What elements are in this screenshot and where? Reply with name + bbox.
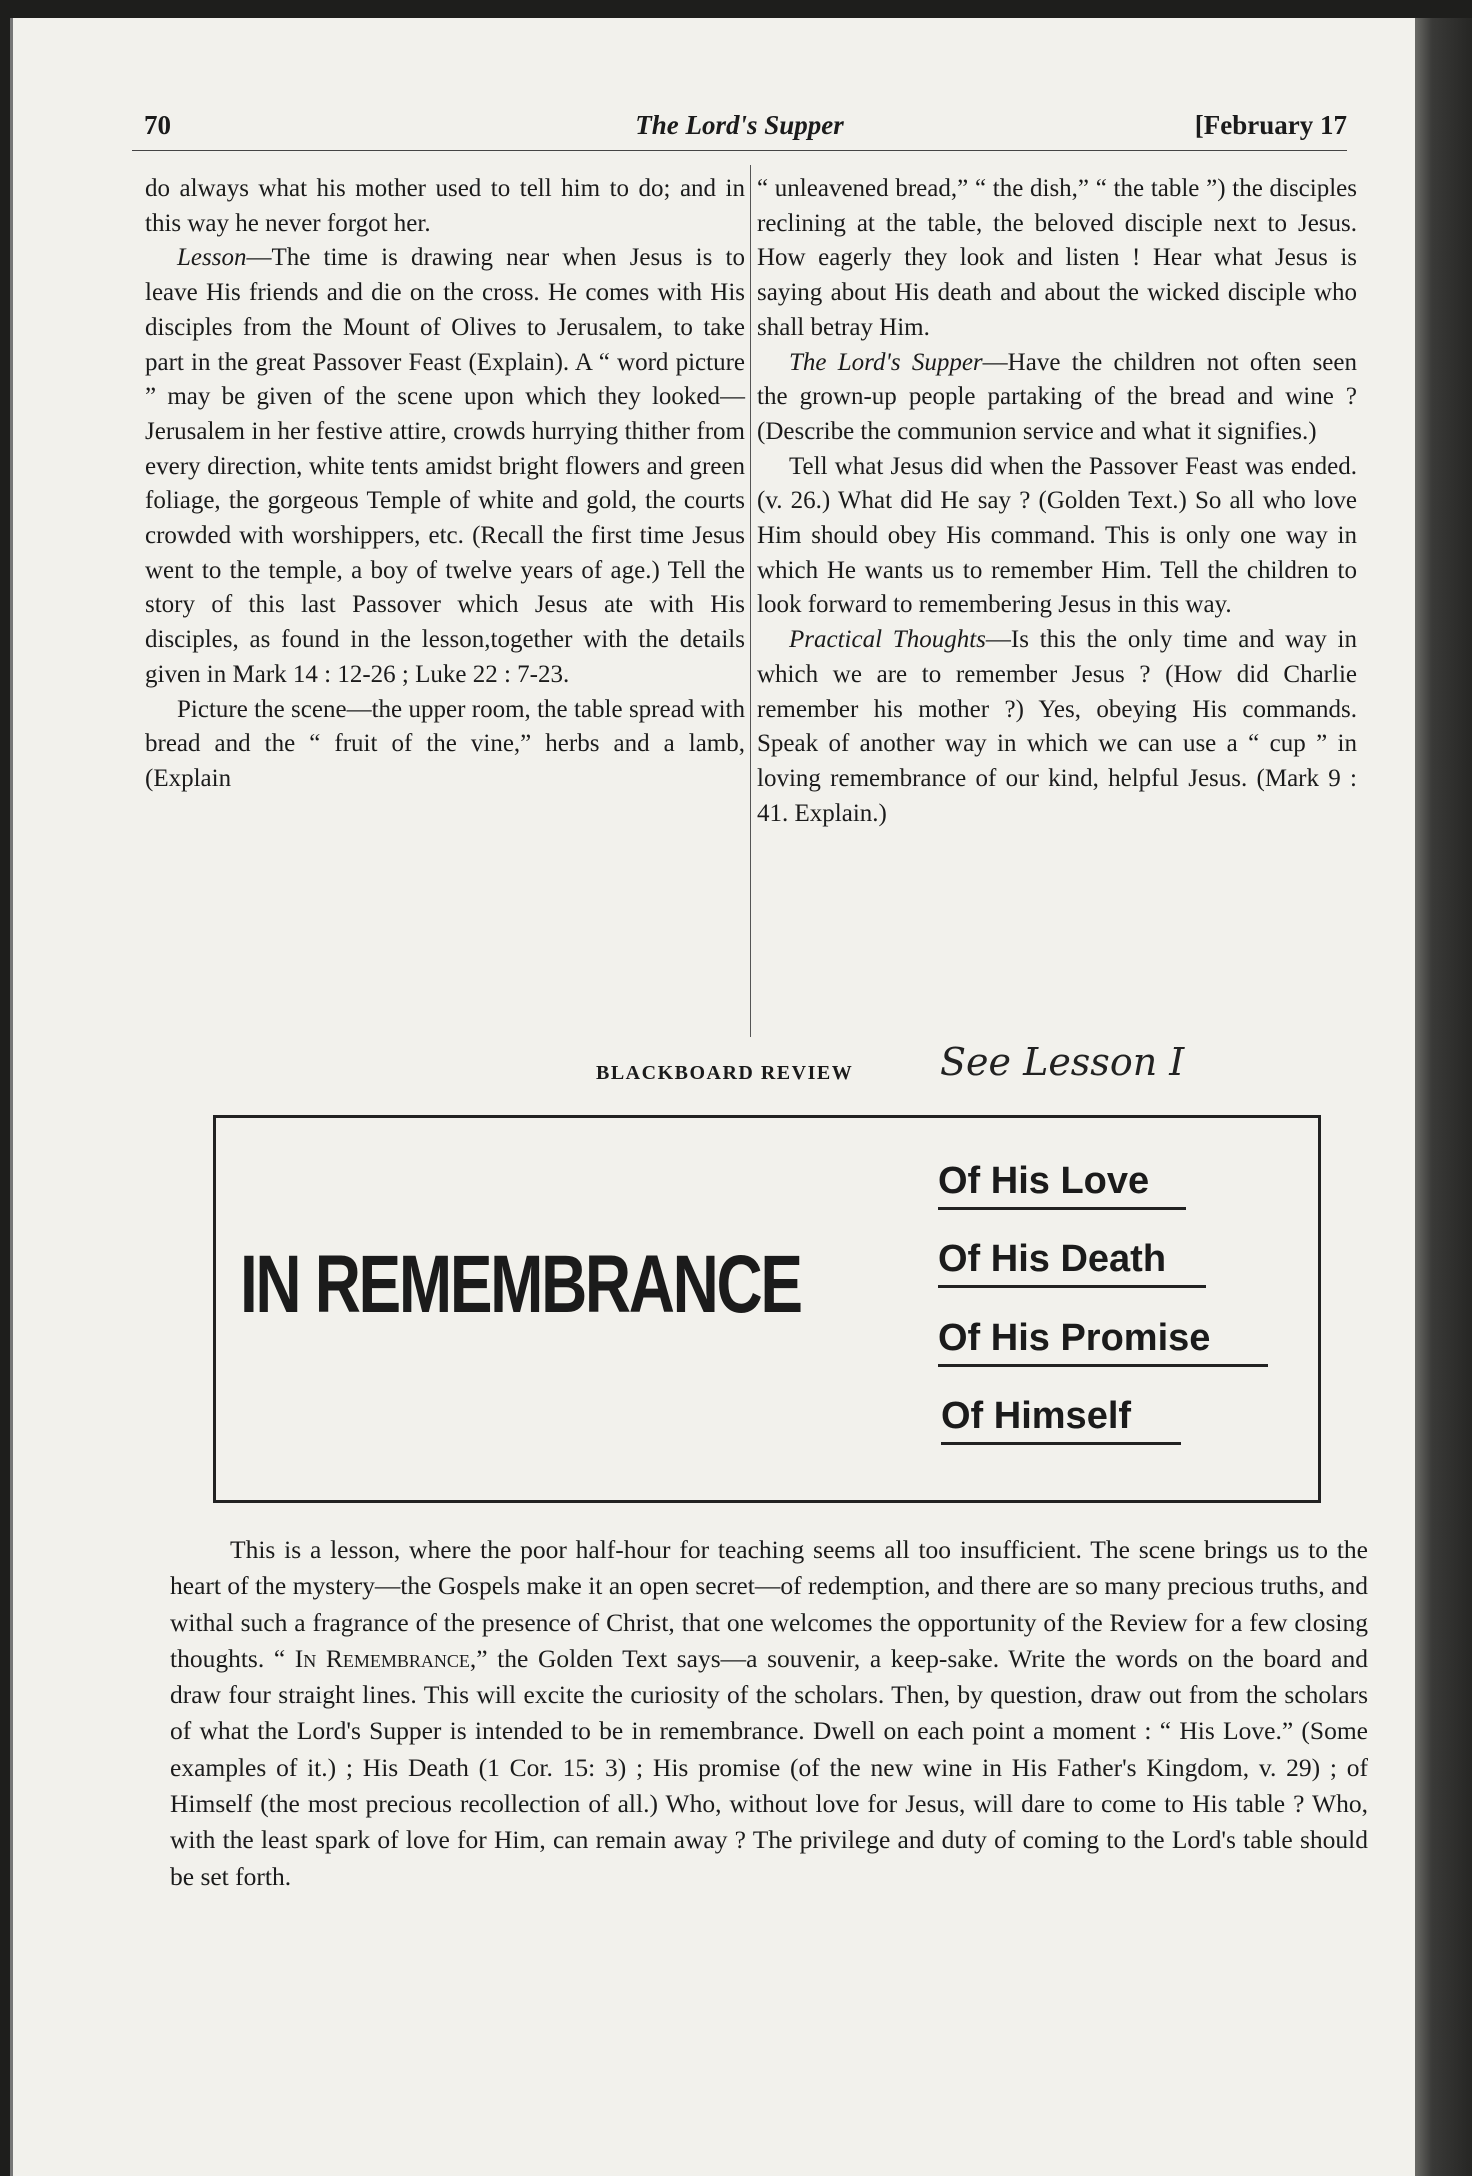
right-column (757, 172, 1357, 831)
lords-supper-text: —Have the children not often seen the grown-up people partaking of the bread and wine ? (Describe the communion service and what it signifies.) (757, 348, 1357, 445)
lesson-text: —The time is drawing near when Jesus is to leave His friends and die on the cross. He comes with His disciples from the Mount of Olives to Jerusalem, to take part in the great Passover Feast (Explain). A “ word picture ” may be given of the scene upon which they looked—Jerusalem in her festive attire, crowds hurrying thither from every direction, white tents amidst bright flowers and green foliage, the gorgeous Temple of white and gold, the courts crowded with worshippers, etc. (Recall the first time Jesus went to the temple, a boy of twelve years of age.) Tell the story of this last Passover which Jesus ate with His disciples, as found in the lesson,together with the details given in Mark 14 : 12-26 ; Luke 22 : 7-23. (145, 244, 745, 688)
book-spine (1415, 18, 1472, 2176)
review-text-part-1: This is a lesson, where the poor half-hour for teaching seems all too insufficient. The scene brings us to the heart of the mystery—the Gospels make it an open secret—of redemption, and there are so many precious truths, and withal such a fragrance of the presence of Christ, that one welcomes the opportunity of the Review for a few closing thoughts. “ (170, 1535, 1368, 1673)
review-text (170, 1532, 1368, 1895)
blackboard-box (213, 1115, 1321, 1503)
left-column (145, 172, 745, 797)
page-number: 70 (144, 110, 171, 140)
page-header (132, 110, 1347, 151)
right-paragraph-4 (757, 623, 1357, 831)
board-item-promise: Of His Promise (938, 1317, 1268, 1367)
practical-thoughts-label: Practical Thoughts (789, 626, 986, 654)
lesson-label: Lesson (177, 244, 247, 272)
left-paragraph-1: do always what his mother used to tell him to do; and in this way he never forgot her. (145, 175, 745, 237)
board-main-text: IN REMEMBRANCE (240, 1239, 801, 1330)
board-item-death: Of His Death (938, 1238, 1206, 1288)
in-remembrance-smallcaps: In Remembrance (294, 1643, 470, 1673)
left-paragraph-2 (145, 241, 745, 692)
left-paragraph-3: Picture the scene—the upper room, the table spread with bread and the “ fruit of the vine,” herbs and a lamb, (Explain (145, 695, 745, 792)
review-paragraph (170, 1532, 1368, 1895)
running-title: The Lord's Supper (635, 110, 844, 140)
board-item-love: Of His Love (938, 1160, 1186, 1210)
lords-supper-label: The Lord's Supper (789, 348, 983, 376)
practical-thoughts-text: —Is this the only time and way in which we are to remember Jesus ? (How did Charlie remember his mother ?) Yes, obeying His commands. Speak of another way in which we can use a “ cup ” in loving remembrance of our kind, helpful Jesus. (Mark 9 : 41. Explain.) (757, 626, 1357, 827)
handwritten-note: See Lesson I (940, 1040, 1185, 1084)
right-paragraph-3: Tell what Jesus did when the Passover Feast was ended. (v. 26.) What did He say ? (Golden Text.) So all who love Him should obey His command. This is only one way in which He wants us to remember Him. Tell the children to look forward to remembering Jesus in this way. (757, 452, 1357, 619)
right-paragraph-2 (757, 346, 1357, 450)
right-paragraph-1: “ unleavened bread,” “ the dish,” “ the table ”) the disciples reclining at the table, the beloved disciple next to Jesus. How eagerly they look and listen ! Hear what Jesus is saying about His death and about the wicked disciple who shall betray Him. (757, 175, 1357, 341)
running-date: [February 17 (1194, 110, 1347, 140)
review-text-part-2: ,” the Golden Text says—a souvenir, a keep-sake. Write the words on the board and draw four straight lines. This will excite the curiosity of the scholars. Then, by question, draw out from the scholars of what the Lord's Supper is intended to be in remembrance. Dwell on each point a moment : “ His Love.” (Some examples of it.) ; His Death (1 Cor. 15: 3) ; His promise (of the new wine in His Father's Kingdom, v. 29) ; of Himself (the most precious recollection of all.) Who, without love for Jesus, will dare to come to His table ? Who, with the least spark of love for Him, can remain away ? The privilege and duty of coming to the Lord's table should be set forth. (170, 1643, 1368, 1891)
column-divider (750, 165, 751, 1037)
blackboard-review-heading: BLACKBOARD REVIEW (596, 1062, 854, 1084)
board-item-himself: Of Himself (941, 1395, 1181, 1445)
